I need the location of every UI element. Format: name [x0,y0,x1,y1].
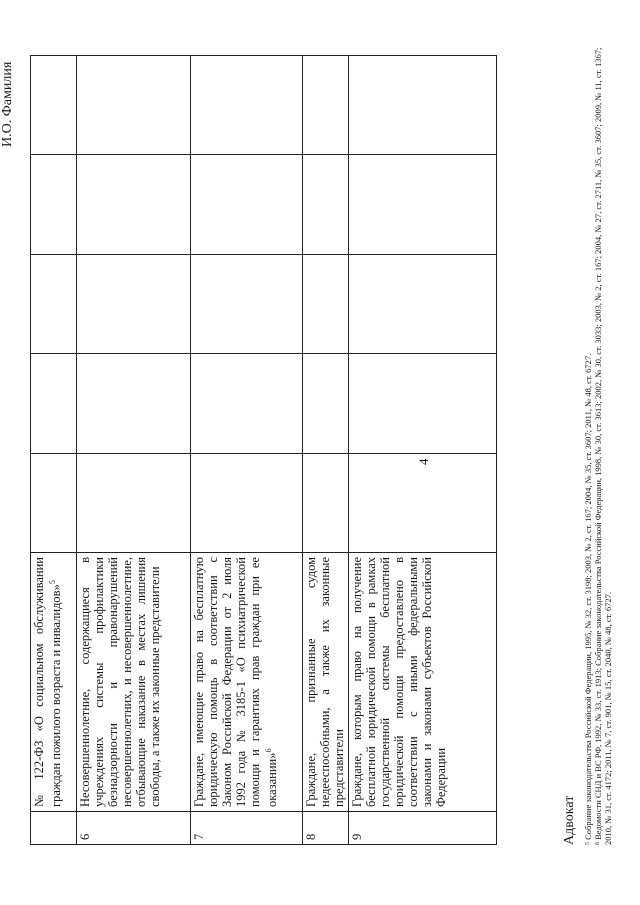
footnote-mark: 5 [585,842,591,845]
row-text [31,553,77,812]
table-cell [191,254,303,353]
footnote [583,45,593,845]
table-cell [191,453,303,552]
table-cell [303,453,349,552]
footnotes [583,45,613,845]
table-row [31,56,77,845]
table-cell [349,453,497,552]
footnote-ref: 6 [264,748,273,753]
page-number: 4 [416,458,431,465]
table-row [303,56,349,845]
table-cell [349,56,497,155]
table-cell [191,56,303,155]
table-row [191,56,303,845]
table-cell [303,254,349,353]
signature-name: И.О. Фамилия [0,61,15,147]
table-cell [303,354,349,453]
footnote-ref: 5 [48,580,57,585]
table-cell [77,254,191,353]
row-text [77,553,191,812]
table-cell [31,254,77,353]
row-text [349,553,497,812]
table-cell [303,155,349,254]
table-row [349,56,497,845]
table-cell [191,155,303,254]
row-text-content: Граждане, признанные судом недееспособными, а также их законные представители [304,557,346,807]
row-number [31,812,77,845]
signature-role: Адвокат [562,795,577,845]
row-text-content: Граждане, имеющие право на бесплатную юридическую помощь в соответствии с Законом Российской Федерации от 2 июля 1992 года № 3185-1 «О психиатрической помощи и гарантиях прав граждан при ее оказании» [192,557,280,807]
table-cell [77,354,191,453]
table-cell [31,354,77,453]
table-cell [77,453,191,552]
footnote-mark: 6 [595,842,601,845]
row-text-content: № 122-ФЗ «О социальном обслуживании граждан пожилого возраста и инвалидов» [32,557,64,807]
row-text [191,553,303,812]
table-cell [31,155,77,254]
table-cell [31,56,77,155]
row-number: 6 [77,812,191,845]
table-body [31,56,497,845]
table-cell [303,56,349,155]
table-cell [77,155,191,254]
row-number: 9 [349,812,497,845]
row-number: 7 [191,812,303,845]
row-text-content: Граждане, которым право на получение бесплатной юридической помощи в рамках государственной системы бесплатной юридической помощи предоставлено в соответствии с иными федеральными законами и законами субъектов Российской Федерации [350,557,448,807]
table-cell [349,254,497,353]
footnote-text: Собрание законодательства Российской Федерации, 1995, № 32, ст. 3198; 2003, № 2, ст. 167; 2004, № 35, ст. 3607; 2011, № 48, ст. 6727. [583,353,593,840]
row-text [303,553,349,812]
table-cell [349,155,497,254]
rights-table [30,55,497,845]
row-number: 8 [303,812,349,845]
table-cell [349,354,497,453]
row-text-content: Несовершеннолетние, содержащиеся в учреждениях системы профилактики безнадзорности и правонарушений несовершеннолетних, и несовершеннолетние, отбывающие наказание в местах лишения свободы, а также их законные представители [78,557,162,807]
table-cell [191,354,303,453]
footnote [593,45,613,845]
table-cell [31,453,77,552]
table-row [77,56,191,845]
footnote-text: Ведомости СНД и ВС РФ, 1992, № 33, ст. 1913; Собрание законодательства Российской Федерации, 1998, № 30, ст. 3613; 2002, № 30, ст. 3033; 2003, № 2, ст. 167; 2004, № 27, ст. 2711, № 35, ст. 3607; 2009, № 11, ст. 1367; 2010, № 31, ст. 4172; 2011, № 7, ст. 901, № 15, ст. 2040, № 48, ст. 6727. [593,47,613,845]
table-cell [77,56,191,155]
